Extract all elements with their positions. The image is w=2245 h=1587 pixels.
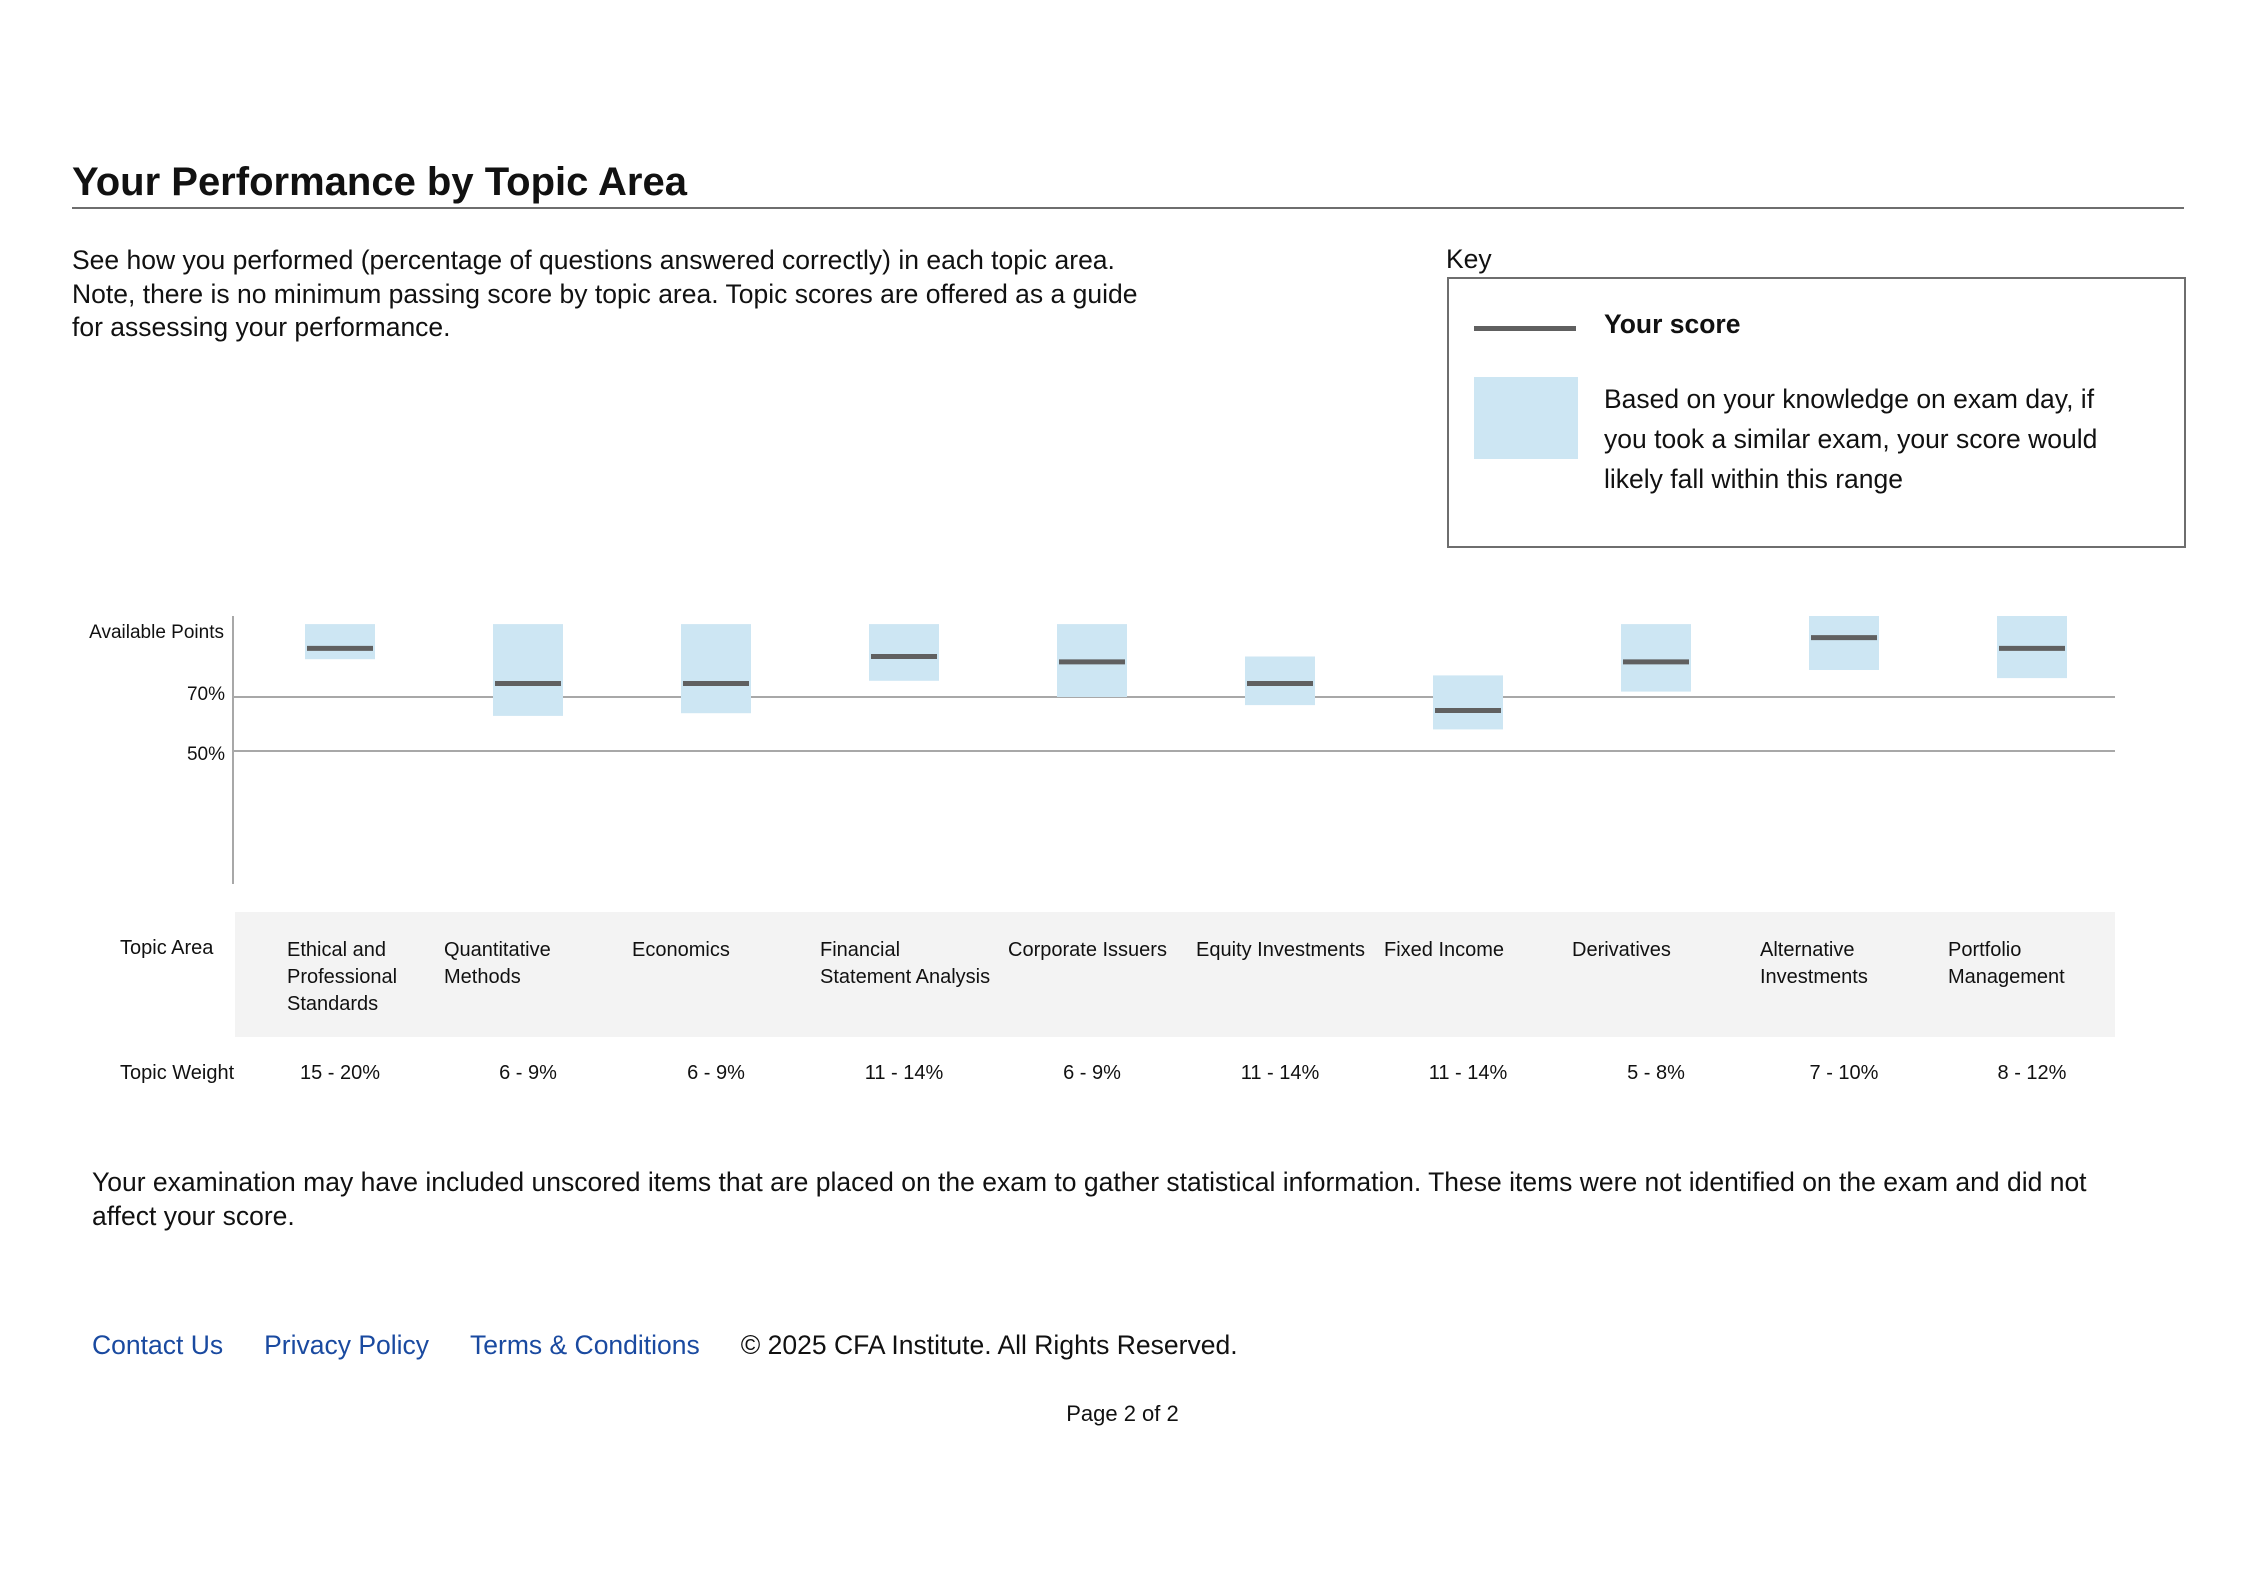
score-range-bar — [1433, 675, 1503, 729]
privacy-policy-link[interactable]: Privacy Policy — [264, 1330, 430, 1360]
topic-name: Portfolio Management — [1948, 939, 2065, 988]
topic-name: Derivatives — [1572, 939, 1671, 961]
topic-weight: 6 - 9% — [687, 1062, 745, 1084]
topic-weight: 11 - 14% — [864, 1062, 944, 1084]
topic-weight-label: Topic Weight — [120, 1062, 235, 1084]
topic-name: Quantitative Methods — [444, 939, 551, 988]
topic-name: Ethical and Professional Standards — [287, 939, 398, 1015]
page-title: Your Performance by Topic Area — [72, 160, 687, 204]
contact-us-link[interactable]: Contact Us — [92, 1330, 224, 1360]
topic-weight: 6 - 9% — [499, 1062, 557, 1084]
score-range-bar — [681, 624, 751, 713]
score-range-bar — [1809, 616, 1879, 670]
topic-weight: 11 - 14% — [1240, 1062, 1320, 1084]
topic-name: Equity Investments — [1196, 939, 1365, 961]
copyright-text: © 2025 CFA Institute. All Rights Reserved. — [740, 1330, 1238, 1360]
intro-paragraph: See how you performed (percentage of questions answered correctly) in each topic area. Note, there is no minimum passing score by topic area. Topic scores are offered as a guide for assessing your performance. — [72, 245, 1138, 342]
legend-score-label: Your score — [1604, 309, 1741, 339]
y-label-50: 50% — [186, 744, 225, 765]
topic-name: Fixed Income — [1384, 939, 1505, 961]
score-range-bar — [869, 624, 939, 681]
topic-name: Corporate Issuers — [1008, 939, 1167, 961]
score-range-bar — [305, 624, 375, 659]
y-label-available-points: Available Points — [89, 622, 224, 643]
topic-weight: 6 - 9% — [1063, 1062, 1121, 1084]
score-range-bar — [1245, 657, 1315, 706]
topic-weight: 11 - 14% — [1428, 1062, 1508, 1084]
topic-weight: 5 - 8% — [1627, 1062, 1685, 1084]
title-divider — [72, 207, 2184, 209]
key-heading: Key — [1446, 244, 1492, 274]
page-number: Page 2 of 2 — [1066, 1401, 1179, 1426]
legend-score-line — [1474, 326, 1576, 331]
performance-chart — [0, 600, 2245, 900]
topic-weight: 7 - 10% — [1809, 1062, 1879, 1084]
unscored-items-note: Your examination may have included unscored items that are placed on the exam to gather statistical information. These items were not identified on the exam and did not affect your score. — [92, 1167, 2087, 1231]
legend-range-label: Based on your knowledge on exam day, if you took a similar exam, your score would likely fall within this range — [1604, 384, 2098, 494]
topic-name: Economics — [632, 939, 730, 961]
topic-weight: 15 - 20% — [299, 1062, 381, 1084]
score-range-bar — [493, 624, 563, 716]
footer — [92, 1330, 1238, 1361]
topic-area-label: Topic Area — [120, 937, 214, 959]
legend-range-swatch — [1474, 377, 1578, 459]
terms-conditions-link[interactable]: Terms & Conditions — [470, 1330, 700, 1360]
topic-name: Financial Statement Analysis — [820, 939, 991, 988]
y-label-70: 70% — [186, 684, 225, 705]
score-range-bar — [1621, 624, 1691, 692]
topic-weight: 8 - 12% — [1997, 1062, 2067, 1084]
topic-name: Alternative Investments — [1760, 939, 1868, 988]
